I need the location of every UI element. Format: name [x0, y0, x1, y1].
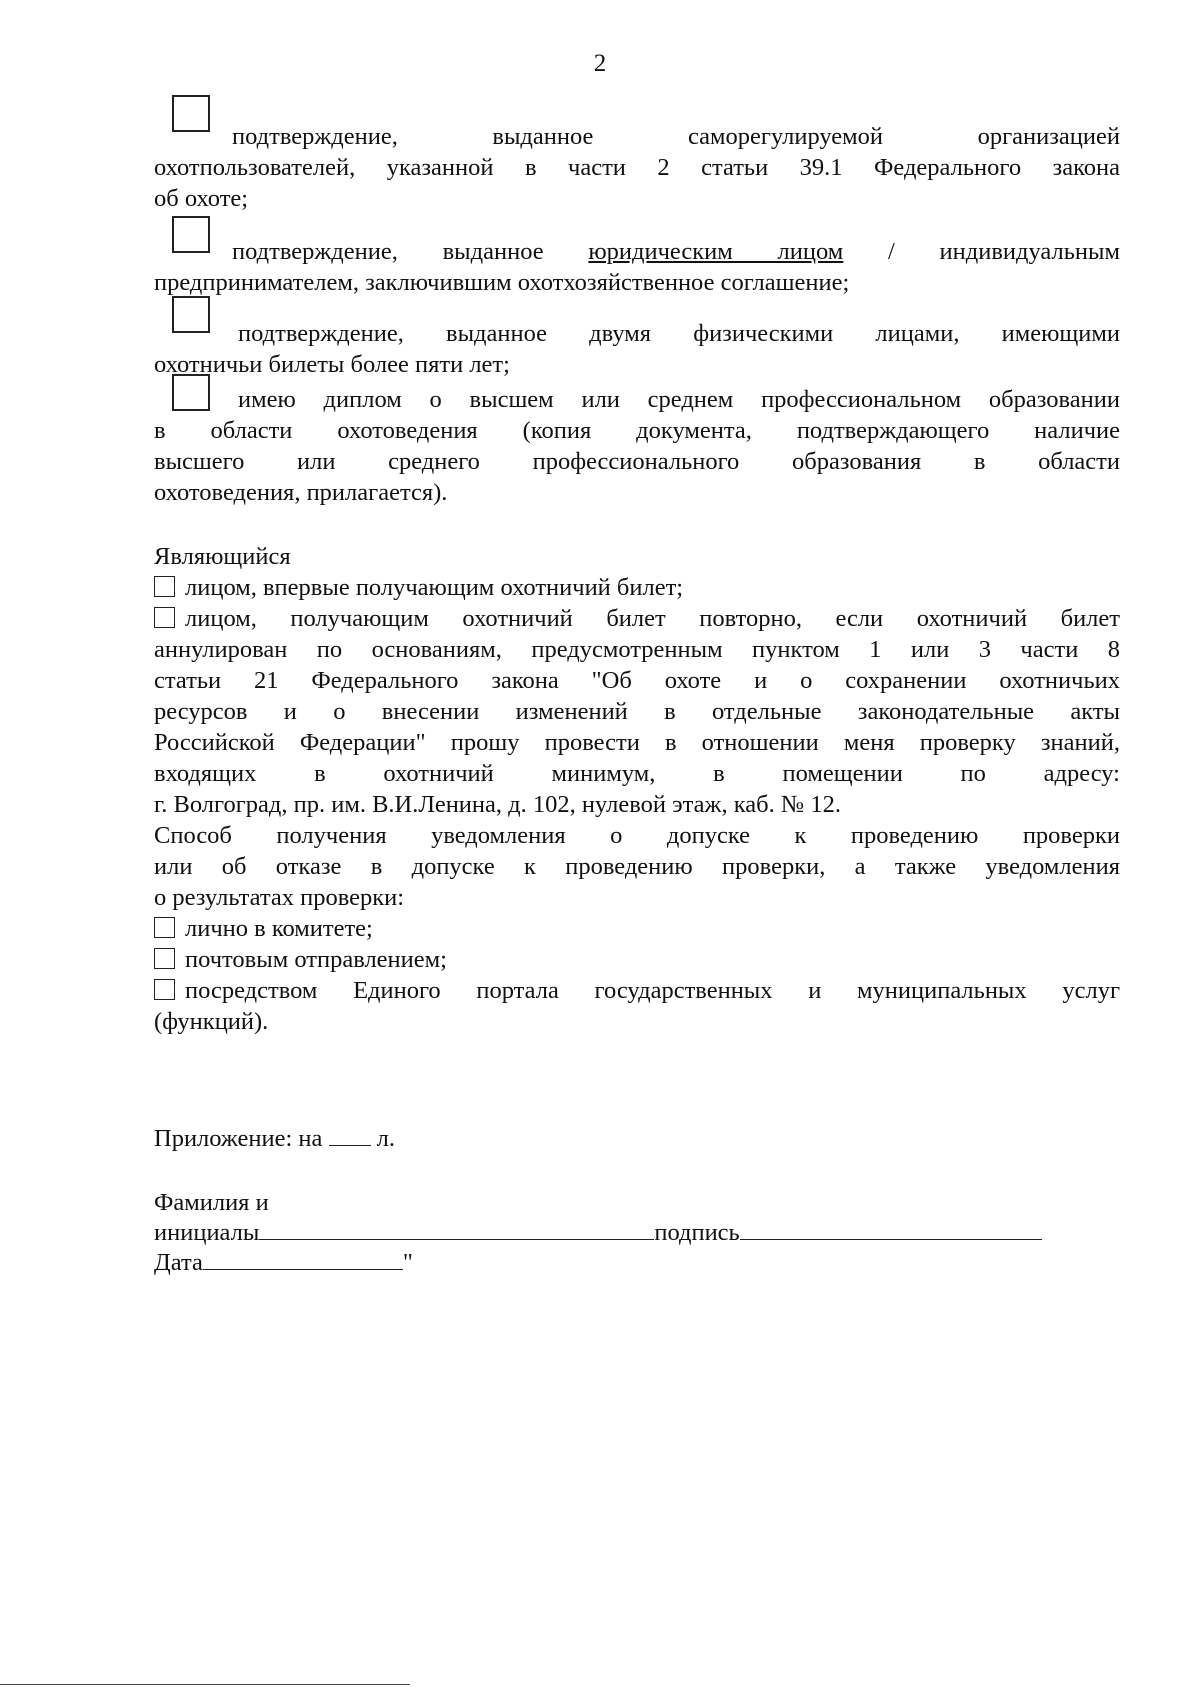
checkbox-portal[interactable] [154, 979, 175, 1000]
date-quote: " [402, 1249, 413, 1276]
status-line: статьи 21 Федерального закона "Об охоте и о сохранении охотничьих [154, 667, 1120, 694]
notification-option-mail [154, 944, 1120, 975]
option-legal-entity-confirmation [154, 236, 1120, 298]
option-diploma [154, 384, 1120, 508]
initials-field[interactable] [259, 1219, 654, 1240]
option-text: лично в комитете; [185, 915, 373, 942]
status-option-repeat [154, 603, 1120, 634]
option-line [154, 236, 1120, 267]
option-text: посредством Единого портала государственных и муниципальных услуг [185, 977, 1120, 1004]
checkbox-mail[interactable] [154, 948, 175, 969]
page-number: 2 [593, 50, 607, 77]
attachment-label: Приложение: на [154, 1125, 323, 1152]
underlined-text: юридическим лицом [588, 238, 844, 265]
attachment-pages-field[interactable] [329, 1125, 371, 1146]
signature-block [154, 1188, 1120, 1278]
status-line: входящих в охотничий минимум, в помещении по адресу: [154, 760, 1120, 787]
option-line: подтверждение, выданное двумя физическими лицами, имеющими [238, 320, 1120, 347]
notification-text-line: или об отказе в допуске к проведению проверки, а также уведомления [154, 853, 1120, 880]
option-text: лицом, впервые получающим охотничий билет; [185, 574, 684, 601]
checkbox-first-time[interactable] [154, 576, 175, 597]
surname-label: Фамилия и [154, 1189, 269, 1216]
status-heading: Являющийся [154, 543, 291, 570]
option-line: охотничьи билеты более пяти лет; [154, 351, 510, 378]
checkbox-in-person[interactable] [154, 917, 175, 938]
status-line: Российской Федерации" прошу провести в отношении меня проверку знаний, [154, 729, 1120, 756]
attachment-line [154, 1123, 1120, 1154]
date-field[interactable] [203, 1249, 403, 1270]
signature-field[interactable] [740, 1219, 1042, 1240]
initials-label: инициалы [154, 1219, 260, 1246]
option-text: / индивидуальным [888, 238, 1120, 265]
option-line: высшего или среднего профессионального образования в области [154, 448, 1120, 475]
status-option-first-time [154, 572, 1120, 603]
notification-tail: (функций). [154, 1008, 269, 1035]
status-address-line: г. Волгоград, пр. им. В.И.Ленина, д. 102, нулевой этаж, каб. № 12. [154, 791, 841, 818]
option-text: почтовым отправлением; [185, 946, 447, 973]
signature-label: подпись [654, 1219, 740, 1246]
option-two-persons-confirmation [154, 318, 1120, 380]
option-text: лицом, получающим охотничий билет повторно, если охотничий билет [185, 605, 1120, 632]
option-line: в области охотоведения (копия документа, подтверждающего наличие [154, 417, 1120, 444]
date-label: Дата [154, 1249, 203, 1276]
date-row [154, 1248, 1120, 1278]
option-sro-confirmation [154, 121, 1120, 214]
notification-option-in-person [154, 913, 1120, 944]
option-line: предпринимателем, заключившим охотхозяйственное соглашение; [154, 269, 850, 296]
option-line: охотоведения, прилагается). [154, 479, 448, 506]
option-text: подтверждение, выданное [232, 238, 544, 265]
option-line: охотпользователей, указанной в части 2 статьи 39.1 Федерального закона [154, 154, 1120, 181]
option-line: подтверждение, выданное саморегулируемой организацией [232, 123, 1120, 150]
notification-option-portal [154, 975, 1120, 1006]
checkbox-repeat[interactable] [154, 607, 175, 628]
status-line: аннулирован по основаниям, предусмотренным пунктом 1 или 3 части 8 [154, 636, 1120, 663]
option-line: имею диплом о высшем или среднем профессиональном образовании [238, 386, 1120, 413]
footer-rule [0, 1684, 410, 1685]
attachment-suffix: л. [376, 1125, 396, 1152]
status-line: ресурсов и о внесении изменений в отдельные законодательные акты [154, 698, 1120, 725]
status-section [154, 541, 1120, 1037]
notification-text-line: о результатах проверки: [154, 884, 405, 911]
initials-signature-row [154, 1218, 1120, 1248]
option-line: об охоте; [154, 185, 249, 212]
notification-text-line: Способ получения уведомления о допуске к проведению проверки [154, 822, 1120, 849]
